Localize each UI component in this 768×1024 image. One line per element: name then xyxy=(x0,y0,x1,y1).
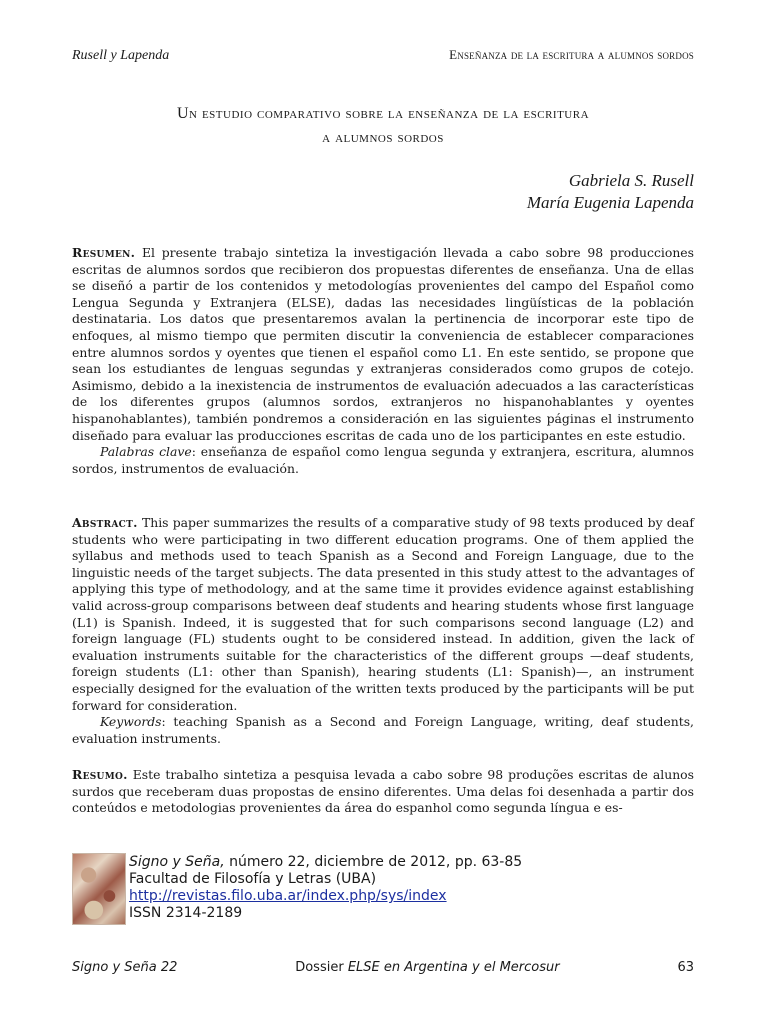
page-footer xyxy=(72,960,694,975)
running-head xyxy=(72,47,694,64)
footer-dossier xyxy=(295,960,559,975)
journal-faculty: Facultad de Filosofía y Letras (UBA) xyxy=(129,871,377,887)
abstract-keywords-label: Keywords xyxy=(100,714,162,730)
resumo-section xyxy=(72,767,694,817)
running-head-title: Enseñanza de la escritura a alumnos sordos xyxy=(449,47,694,62)
footer-dossier-prefix: Dossier xyxy=(295,960,348,975)
journal-issue: número 22, diciembre de 2012, pp. 63-85 xyxy=(224,854,523,870)
abstract-keywords-text: : teaching Spanish as a Second and Foreign Language, writing, deaf students, evaluation instruments. xyxy=(72,714,694,746)
abstract-section xyxy=(72,515,694,747)
running-head-authors: Rusell y Lapenda xyxy=(72,48,170,63)
resumo-paragraph xyxy=(72,767,694,817)
article-title-line-1: Un estudio comparativo sobre la enseñanza de la escritura xyxy=(176,105,590,122)
journal-details xyxy=(129,853,522,922)
resumen-paragraph xyxy=(72,245,694,444)
resumen-keywords-label: Palabras clave xyxy=(100,444,192,460)
resumen-text: El presente trabajo sintetiza la investigación llevada a cabo sobre 98 producciones escritas de alumnos sordos que recibieron dos propuestas diferentes de enseñanza. Una de ellas se diseñó a partir de los contenidos y metodologías provenientes del campo del Español como Lengua Segunda y Extranjera (ELSE), dadas las necesidades lingüísticas de la población destinataria. Los datos que presentaremos avalan la pertinencia de incorporar este tipo de enfoques, al mismo tiempo que permiten discutir la conveniencia de establecer comparaciones entre alumnos sordos y oyentes que tienen el español como L1. En este sentido, se propone que sean los estudiantes de lenguas segundas y extranjeras considerados como grupos de cotejo. Asimismo, debido a la inexistencia de instrumentos de evaluación adecuados a las características de los diferentes grupos (alumnos sordos, extranjeros no hispanohablantes y oyentes hispanohablantes), también pondremos a consideración en las siguientes páginas el instrumento diseñado para evaluar las producciones escritas de cada uno de los participantes en este estudio. xyxy=(72,245,694,443)
author-2: María Eugenia Lapenda xyxy=(526,193,694,212)
resumen-keywords-text: : enseñanza de español como lengua segunda y extranjera, escritura, alumnos sordos, instrumentos de evaluación. xyxy=(72,444,694,476)
resumen-section xyxy=(72,245,694,477)
journal-name: Signo y Seña, xyxy=(129,854,225,870)
resumo-label: Resumo. xyxy=(72,767,128,782)
journal-cover-image xyxy=(72,853,126,925)
author-1: Gabriela S. Rusell xyxy=(568,171,694,190)
author-list xyxy=(72,170,694,214)
abstract-paragraph xyxy=(72,515,694,714)
journal-url-link[interactable]: http://revistas.filo.uba.ar/index.php/sys/index xyxy=(129,888,447,904)
page-number: 63 xyxy=(677,960,694,975)
resumen-keywords xyxy=(72,444,694,477)
journal-citation xyxy=(129,854,522,871)
article-title-line-2: a alumnos sordos xyxy=(322,129,444,146)
resumen-label: Resumen. xyxy=(72,245,136,260)
journal-info xyxy=(72,853,694,925)
footer-journal: Signo y Seña 22 xyxy=(72,960,178,975)
journal-issn: ISSN 2314-2189 xyxy=(129,905,243,921)
article-title xyxy=(72,102,694,150)
resumo-text: Este trabalho sintetiza a pesquisa levada a cabo sobre 98 produções escritas de alunos surdos que receberam duas propostas de ensino diferentes. Uma delas foi desenhada a partir dos conteúdos e metodologias provenientes da área do espanhol como segunda língua e es- xyxy=(72,767,694,816)
abstract-text: This paper summarizes the results of a comparative study of 98 texts produced by deaf students who were participating in two different education programs. One of them applied the syllabus and methods used to teach Spanish as a Second and Foreign Language, due to the linguistic needs of the target subjects. The data presented in this study attest to the advantages of applying this type of methodology, and at the same time it provides evidence against establishing valid across-group comparisons between deaf students and hearing students whose first language (L1) is Spanish. Indeed, it is suggested that for such comparisons second language (L2) and foreign language (FL) students ought to be considered instead. In addition, given the lack of evaluation instruments suitable for the characteristics of the different groups —deaf students, foreign students (L1: other than Spanish), hearing students (L1: Spanish)—, an instrument especially designed for the evaluation of the written texts produced by the participants will be put forward for consideration. xyxy=(72,515,694,713)
abstract-keywords xyxy=(72,714,694,747)
abstract-label: Abstract. xyxy=(72,515,138,530)
footer-dossier-title: ELSE en Argentina y el Mercosur xyxy=(347,960,560,975)
